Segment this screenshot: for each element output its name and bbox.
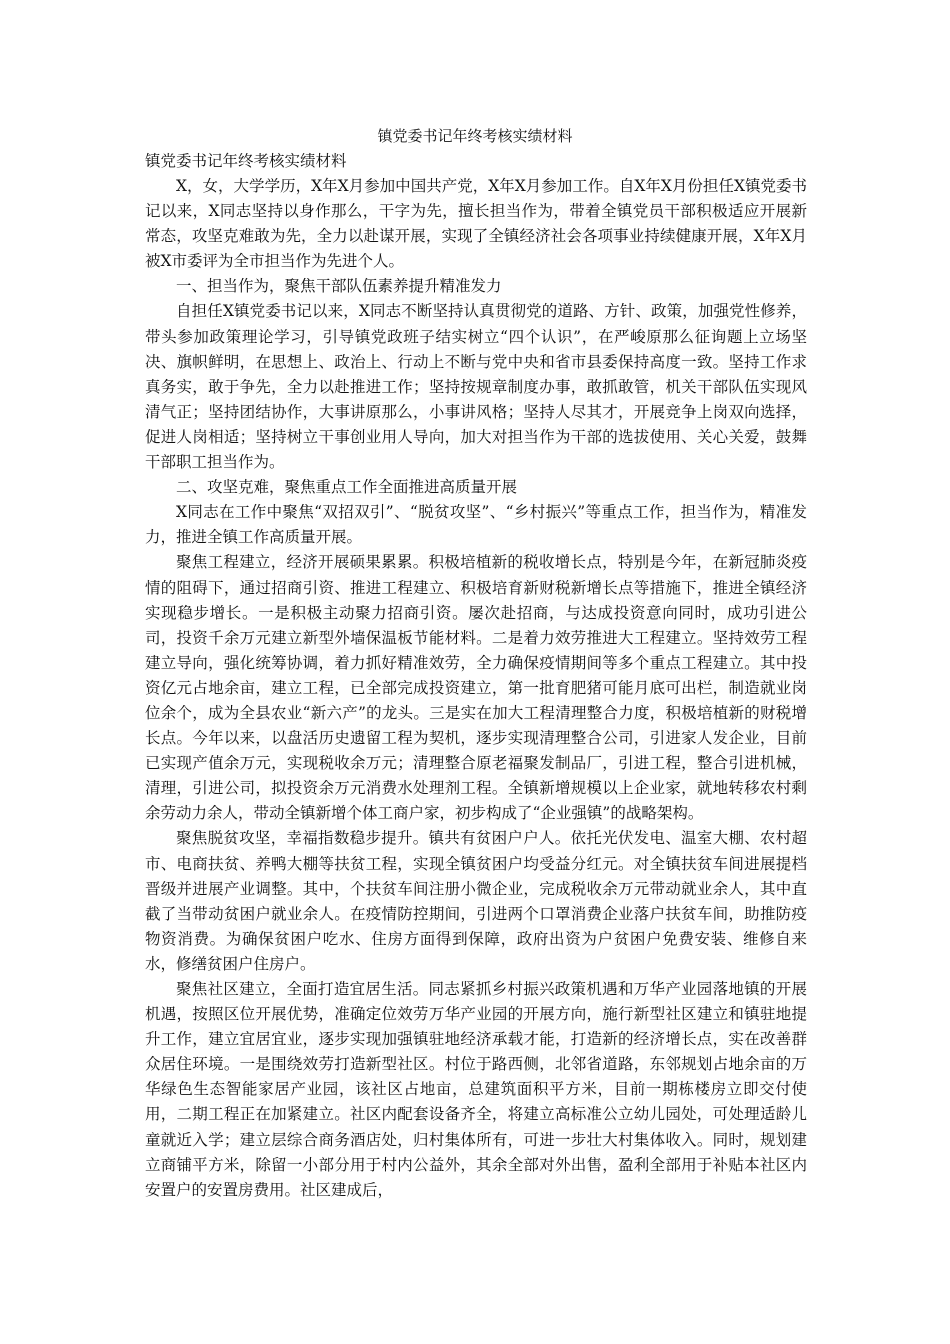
section-heading-2: 二、攻坚克难，聚焦重点工作全面推进高质量开展 <box>176 478 518 497</box>
paragraph-poverty: 聚焦脱贫攻坚，幸福指数稳步提升。镇共有贫困户户人。依托光伏发电、温室大棚、农村超市、电商扶贫、养鸭大棚等扶贫工程，实现全镇贫困户均受益分红元。对全镇扶贫车间进展提档晋级并进展产业调整。其中，个扶贫车间注册小微企业，完成税收余万元带动就业余人，其中直截了当带动贫困户就业余人。在疫情防控期间，引进两个口罩消费企业落户扶贫车间，助推防疫物资消费。为确保贫困户吃水、住房方面得到保障，政府出资为户贫困户免费安装、维修自来水，修缮贫困户住房户。 <box>145 829 807 973</box>
document-title: 镇党委书记年终考核实绩材料 <box>377 127 573 145</box>
paragraph-intro: X，女，大学学历，X年X月参加中国共产党，X年X月参加工作。自X年X月份担任X镇党委书记以来，X同志坚持以身作那么，干字为先，擅长担当作为，带着全镇党员干部积极适应开展新常态，攻坚克难敢为先，全力以赴谋开展，实现了全镇经济社会各项事业持续健康开展，X年X月被X市委评为全市担当作为先进个人。 <box>145 177 807 271</box>
paragraph-projects: 聚焦工程建立，经济开展硕果累累。积极培植新的税收增长点，特别是今年，在新冠肺炎疫情的阻碍下，通过招商引资、推进工程建立、积极培育新财税新增长点等措施下，推进全镇经济实现稳步增长。一是积极主动聚力招商引资。屡次赴招商，与达成投资意向同时，成功引进公司，投资千余万元建立新型外墙保温板节能材料。二是着力效劳推进大工程建立。坚持效劳工程建立导向，强化统筹协调，着力抓好精准效劳，全力确保疫情期间等多个重点工程建立。其中投资亿元占地余亩，建立工程，已全部完成投资建立，第一批育肥猪可能月底可出栏，制造就业岗位余个，成为全县农业“新六产”的龙头。三是实在加大工程清理整合力度，积极培植新的财税增长点。今年以来，以盘活历史遗留工程为契机，逐步实现清理整合公司，引进家人发企业，目前已实现产值余万元，实现税收余万元；清理整合原老福聚发制品厂，引进工程，整合引进机械，清理，引进公司，拟投资余万元消费水处理剂工程。全镇新增规模以上企业家，就地转移农村剩余劳动力余人，带动全镇新增个体工商户家，初步构成了“企业强镇”的战略架构。 <box>145 553 807 823</box>
section-heading-1: 一、担当作为，聚焦干部队伍素养提升精准发力 <box>176 277 502 296</box>
paragraph-party-building: 自担任X镇党委书记以来，X同志不断坚持认真贯彻党的道路、方针、政策，加强党性修养，带头参加政策理论学习，引导镇党政班子结实树立“四个认识”，在严峻原那么征询题上立场坚决、旗帜鲜明，在思想上、政治上、行动上不断与党中央和省市县委保持高度一致。坚持工作求真务实，敢于争先，全力以赴推进工作；坚持按规章制度办事，敢抓敢管，机关干部队伍实现风清气正；坚持团结协作，大事讲原那么，小事讲风格；坚持人尽其才，开展竞争上岗双向选择，促进人岗相适；坚持树立干事创业用人导向，加大对担当作为干部的选拔使用、关心关爱，鼓舞干部职工担当作为。 <box>145 302 807 472</box>
paragraph-community: 聚焦社区建立，全面打造宜居生活。同志紧抓乡村振兴政策机遇和万华产业园落地镇的开展机遇，按照区位开展优势，准确定位效劳万华产业园的开展方向，施行新型社区建立和镇驻地提升工作，建立宜居宜业，逐步实现加强镇驻地经济承载才能，打造新的经济增长点，实在改善群众居住环境。一是围绕效劳打造新型社区。村位于路西侧，北邻省道路，东邻规划占地余亩的万华绿色生态智能家居产业园，该社区占地亩，总建筑面积平方米，目前一期栋楼房立即交付使用，二期工程正在加紧建立。社区内配套设备齐全，将建立高标准公立幼儿园处，可处理适龄儿童就近入学；建立层综合商务酒店处，归村集体所有，可进一步壮大村集体收入。同时，规划建立商铺平方米，除留一小部分用于村内公益外，其余全部对外出售，盈利全部用于补贴本社区内安置户的安置房费用。社区建成后， <box>145 980 807 1199</box>
document-body <box>145 174 807 1203</box>
document-subtitle: 镇党委书记年终考核实绩材料 <box>145 152 347 170</box>
paragraph-key-work: X同志在工作中聚焦“双招双引”、“脱贫攻坚”、“乡村振兴”等重点工作，担当作为，精准发力，推进全镇工作高质量开展。 <box>145 503 807 547</box>
